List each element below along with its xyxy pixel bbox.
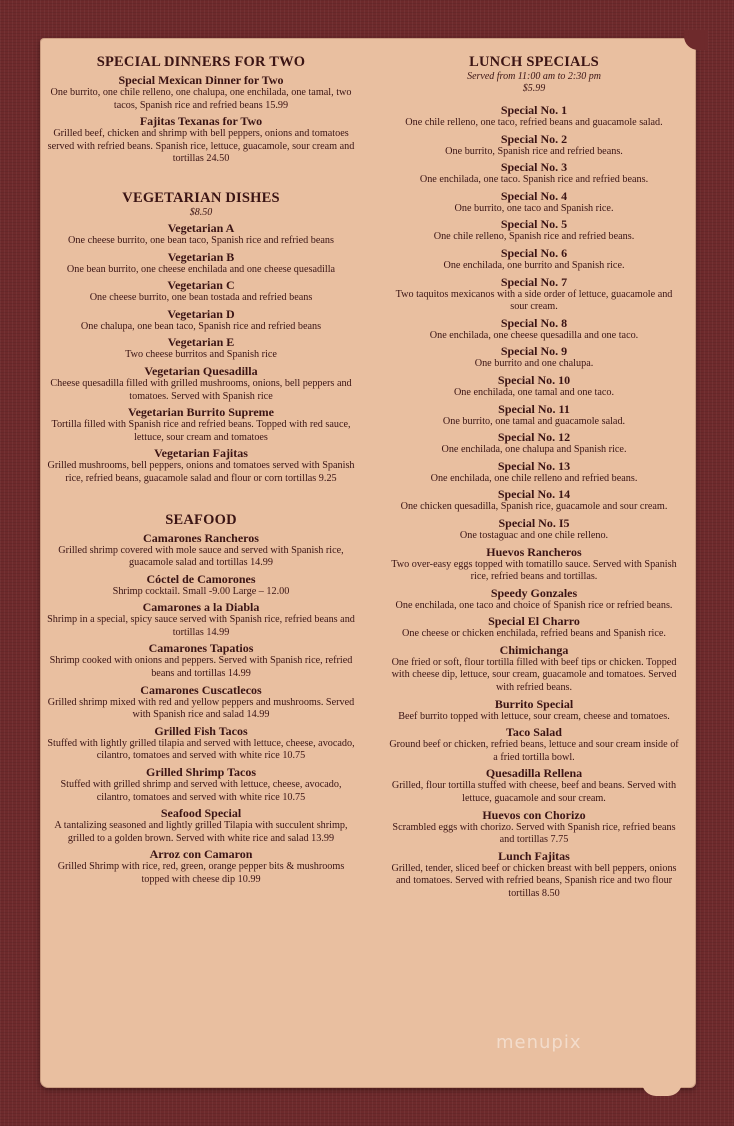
menu-item-name: Special No. 4 bbox=[500, 188, 568, 203]
menu-item-desc: Grilled shrimp mixed with red and yellow peppers and mushrooms. Served with Spanish rice and salad 14.99 bbox=[47, 696, 355, 721]
menu-item-name: Special No. 6 bbox=[500, 245, 568, 260]
menu-item-name: Huevos con Chorizo bbox=[482, 807, 586, 822]
menu-item-desc: One burrito, one chile relleno, one chalupa, one enchilada, one tamal, two tacos, Spanish rice and refried beans 15.99 bbox=[50, 87, 352, 111]
menu-item-desc: Grilled beef, chicken and shrimp with bell peppers, onions and tomatoes served with refried beans. Spanish rice, lettuce, guacamole, sour cream and tortillas 24.50 bbox=[47, 128, 355, 165]
menu-item-desc: A tantalizing seasoned and lightly grilled Tilapia with succulent shrimp, grilled to a golden brown. Served with white rice and salad 13.99 bbox=[54, 820, 348, 844]
menu-item-desc: Shrimp cocktail. Small -9.00 Large – 12.00 bbox=[112, 585, 290, 597]
lunch-hours-note: Served from 11:00 am to 2:30 pm bbox=[467, 71, 601, 82]
menu-item-name: Special No. 14 bbox=[497, 487, 571, 502]
menu-item-name: Camarones Cuscatlecos bbox=[140, 682, 262, 697]
menu-item-desc: Grilled shrimp covered with mole sauce and served with Spanish rice, guacamole salad and tortillas 14.99 bbox=[58, 544, 344, 569]
menu-section bbox=[46, 54, 356, 166]
menu-item-desc: Grilled Shrimp with rice, red, green, orange pepper bits & mushrooms topped with cheese dip 10.99 bbox=[57, 861, 345, 885]
menu-item-name: Vegetarian C bbox=[167, 278, 235, 293]
section-price-note: $8.50 bbox=[189, 206, 213, 218]
menu-item-desc: One enchilada, one chalupa and Spanish rice. bbox=[441, 444, 627, 456]
menu-item-name: Special No. 10 bbox=[497, 372, 571, 387]
menu-item-name: Vegetarian B bbox=[167, 249, 235, 264]
lunch-items bbox=[386, 103, 682, 901]
menu-item-desc: One tostaguac and one chile relleno. bbox=[459, 529, 609, 541]
menu-item-name: Taco Salad bbox=[506, 725, 562, 740]
menu-item-desc: Ground beef or chicken, refried beans, lettuce and sour cream inside of a fried tortilla bowl. bbox=[389, 739, 679, 763]
menu-item-name: Special No. 2 bbox=[500, 131, 568, 146]
menu-item-desc: One burrito, one taco and Spanish rice. bbox=[454, 202, 614, 214]
menu-item-name: Special No. 11 bbox=[498, 401, 570, 416]
menu-item-desc: One chalupa, one bean taco, Spanish rice and refried beans bbox=[80, 320, 322, 332]
menu-item-name: Special No. 8 bbox=[500, 315, 568, 330]
menu-item-name: Vegetarian A bbox=[167, 220, 235, 235]
menu-item-name: Special No. 9 bbox=[500, 344, 568, 359]
menu-item-desc: Tortilla filled with Spanish rice and refried beans. Topped with red sauce, lettuce, sour cream and tomatoes bbox=[51, 419, 351, 443]
menu-item-name: Huevos Rancheros bbox=[486, 544, 582, 559]
menu-item-name: Special No. 12 bbox=[497, 430, 571, 445]
menu-item-name: Seafood Special bbox=[160, 806, 242, 821]
watermark: menupix bbox=[496, 1032, 582, 1053]
menu-item-desc: Shrimp cooked with onions and peppers. Served with Spanish rice, refried beans and tortillas 14.99 bbox=[49, 655, 353, 680]
menu-item-name: Quesadilla Rellena bbox=[485, 766, 583, 781]
menu-item-name: Vegetarian E bbox=[167, 335, 235, 350]
menu-item-desc: One cheese burrito, one bean tostada and refried beans bbox=[89, 292, 313, 304]
menu-item-desc: Grilled mushrooms, bell peppers, onions and tomatoes served with Spanish rice, refried beans, guacamole salad and flour or corn tortillas 9.25 bbox=[47, 460, 355, 484]
menu-item-desc: Grilled, tender, sliced beef or chicken breast with bell peppers, onions and tomatoes. Served with refried beans, Spanish rice and two flour tortillas 8.50 bbox=[391, 862, 677, 899]
menu-item-name: Camarones Tapatios bbox=[148, 641, 254, 656]
menu-item-name: Camarones a la Diabla bbox=[142, 600, 260, 615]
left-column bbox=[46, 54, 356, 887]
menu-item-desc: One enchilada, one cheese quesadilla and one taco. bbox=[429, 329, 639, 341]
menu-item-name: Vegetarian D bbox=[167, 306, 235, 321]
menu-item-desc: One bean burrito, one cheese enchilada and one cheese quesadilla bbox=[66, 263, 336, 275]
menu-item-name: Burrito Special bbox=[494, 696, 574, 711]
menu-item-desc: Scrambled eggs with chorizo. Served with Spanish rice, refried beans and tortillas 7.75 bbox=[392, 821, 676, 846]
menu-item-name: Grilled Fish Tacos bbox=[154, 723, 248, 738]
menu-item-name: Speedy Gonzales bbox=[490, 585, 578, 600]
menu-item-name: Special No. 3 bbox=[500, 160, 568, 175]
menu-item-name: Vegetarian Fajitas bbox=[154, 446, 248, 461]
menu-item-name: Camarones Rancheros bbox=[143, 530, 259, 545]
menu-item-name: Vegetarian Burrito Supreme bbox=[128, 405, 274, 420]
menu-item-name: Special No. 5 bbox=[500, 217, 568, 232]
section-title: VEGETARIAN DISHES bbox=[122, 189, 280, 206]
menu-item-desc: One chile relleno, Spanish rice and refried beans. bbox=[433, 231, 635, 243]
menu-item-name: Special Mexican Dinner for Two bbox=[118, 73, 284, 87]
section-gap bbox=[46, 166, 356, 190]
menu-item-desc: One fried or soft, flour tortilla filled with beef tips or chicken. Topped with cheese dip, lettuce, sour cream, guacamole and tomatoes. Served with refried beans. bbox=[391, 656, 677, 694]
menu-item-name: Special No. 1 bbox=[500, 103, 568, 117]
menu-item-desc: Two over-easy eggs topped with tomatillo sauce. Served with Spanish rice, refried beans and tortillas. bbox=[391, 558, 677, 583]
right-column bbox=[386, 54, 682, 901]
menu-item-name: Special No. 13 bbox=[497, 458, 571, 473]
paper-tear-bottom-right bbox=[642, 1082, 682, 1096]
menu-item-desc: One enchilada, one chile relleno and refried beans. bbox=[430, 472, 638, 484]
menu-item-name: Grilled Shrimp Tacos bbox=[145, 765, 257, 780]
menu-item-name: Cóctel de Camorones bbox=[146, 571, 256, 586]
menu-item-desc: One enchilada, one taco. Spanish rice and refried beans. bbox=[419, 174, 649, 186]
menu-item-desc: Two cheese burritos and Spanish rice bbox=[125, 349, 277, 361]
menu-item-desc: One chicken quesadilla, Spanish rice, guacamole and sour cream. bbox=[400, 501, 668, 513]
lunch-specials-title: LUNCH SPECIALS bbox=[469, 54, 599, 70]
menu-section bbox=[46, 512, 356, 887]
section-gap bbox=[46, 486, 356, 512]
section-title: SPECIAL DINNERS FOR TWO bbox=[96, 54, 306, 70]
menu-item-desc: Beef burrito topped with lettuce, sour cream, cheese and tomatoes. bbox=[398, 710, 670, 722]
menu-item-name: Chimichanga bbox=[499, 642, 569, 657]
menu-item-desc: Cheese quesadilla filled with grilled mushrooms, onions, bell peppers and tomatoes. Served with Spanish rice bbox=[50, 377, 352, 402]
menu-item-name: Lunch Fajitas bbox=[498, 848, 570, 863]
menu-item-desc: One burrito, one tamal and guacamole salad. bbox=[442, 415, 626, 427]
menu-item-desc: Stuffed with grilled shrimp and served with lettuce, cheese, avocado, cilantro, tomatoes and served with white rice 10.75 bbox=[60, 779, 342, 803]
menu-section bbox=[46, 190, 356, 486]
left-sections bbox=[46, 54, 356, 887]
menu-item-name: Special El Charro bbox=[488, 614, 580, 629]
menu-item-desc: One burrito and one chalupa. bbox=[474, 358, 594, 370]
menu-item-desc: Grilled, flour tortilla stuffed with cheese, beef and beans. Served with lettuce, guacamole and sour cream. bbox=[391, 780, 677, 805]
menu-item-name: Vegetarian Quesadilla bbox=[144, 363, 258, 378]
menu-item-desc: One burrito, Spanish rice and refried beans. bbox=[445, 145, 623, 157]
menu-item-desc: One cheese or chicken enchilada, refried beans and Spanish rice. bbox=[402, 628, 666, 640]
menu-item-desc: Stuffed with lightly grilled tilapia and served with lettuce, cheese, avocado, cilantro, tomatoes and served with white rice 10.75 bbox=[47, 737, 355, 762]
menu-item-desc: Shrimp in a special, spicy sauce served with Spanish rice, refried beans and tortillas 14.99 bbox=[47, 614, 355, 638]
section-title: SEAFOOD bbox=[165, 511, 237, 528]
menu-item-name: Special No. 7 bbox=[500, 274, 568, 289]
menu-item-desc: One enchilada, one burrito and Spanish rice. bbox=[443, 259, 625, 271]
menu-item-name: Special No. I5 bbox=[498, 515, 570, 530]
menu-item-desc: One enchilada, one taco and choice of Spanish rice or refried beans. bbox=[395, 599, 673, 611]
lunch-price: $5.99 bbox=[522, 83, 546, 94]
menu-item-desc: One chile relleno, one taco, refried beans and guacamole salad. bbox=[405, 117, 663, 128]
menu-item-name: Arroz con Camaron bbox=[149, 847, 253, 862]
menu-item-desc: One cheese burrito, one bean taco, Spanish rice and refried beans bbox=[68, 234, 334, 246]
menu-item-name: Fajitas Texanas for Two bbox=[139, 114, 263, 129]
menu-item-desc: Two taquitos mexicanos with a side order of lettuce, guacamole and sour cream. bbox=[395, 288, 673, 313]
menu-item-desc: One enchilada, one tamal and one taco. bbox=[453, 386, 615, 398]
